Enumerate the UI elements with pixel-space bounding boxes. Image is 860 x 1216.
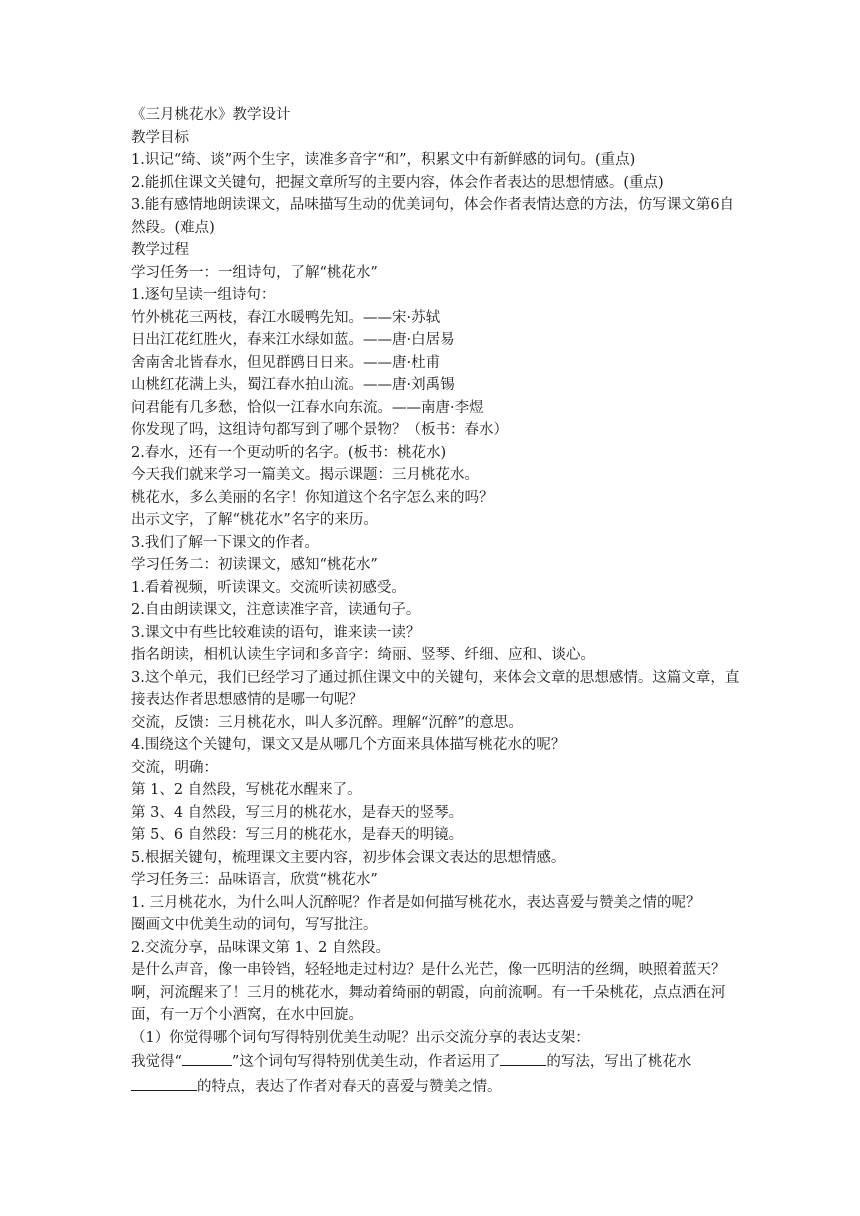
goal-item: 3.能有感情地朗读课文，品味描写生动的优美词句，体会作者表情达意的方法，仿写课文第6自然段。(难点) xyxy=(131,197,735,236)
text-line: 5.根据关键句，梳理课文主要内容，初步体会课文表达的思想情感。 xyxy=(131,849,566,866)
task2-heading: 学习任务二：初读课文，感知“桃花水” xyxy=(131,557,378,573)
text-line: 第 3、4 自然段，写三月的桃花水，是春天的竖琴。 xyxy=(131,804,464,821)
goals-heading: 教学目标 xyxy=(131,129,189,146)
text-line: 交流，反馈：三月桃花水，叫人多沉醉。理解“沉醉”的意思。 xyxy=(131,714,523,731)
frame-text: 我觉得“ xyxy=(131,1054,182,1070)
quoted-passage: 是什么声音，像一串铃铛，轻轻地走过村边？是什么光芒，像一匹明洁的丝绸，映照着蓝天？啊，河流醒来了！三月的桃花水，舞动着绮丽的朝霞，向前流啊。有一千朵桃花，点点洒在河面，有一万个小酒窝，在水中回旋。 xyxy=(131,962,726,1023)
fill-blank xyxy=(131,1074,197,1091)
frame-text: 的写法，写出了桃花水 xyxy=(546,1054,692,1070)
text-line: 第 5、6 自然段：写三月的桃花水，是春天的明镜。 xyxy=(131,827,464,843)
text-line: 2.自由朗读课文，注意读准字音，读通句子。 xyxy=(131,602,421,618)
document-body xyxy=(131,104,741,1098)
task1-heading: 学习任务一：一组诗句，了解“桃花水” xyxy=(131,264,378,281)
text-line: 3.我们了解一下课文的作者。 xyxy=(131,534,319,551)
text-line: 1.看着视频，听读课文。交流听读初感受。 xyxy=(131,579,406,596)
text-line: 指名朗读，相机认读生字词和多音字：绮丽、竖琴、纤细、应和、谈心。 xyxy=(131,647,595,663)
text-line: 1. 三月桃花水，为什么叫人沉醉呢？作者是如何描写桃花水，表达喜爱与赞美之情的呢？ xyxy=(131,894,701,911)
poem-line: 竹外桃花三两枝，春江水暖鸭先知。——宋·苏轼 xyxy=(131,309,441,326)
task3-heading: 学习任务三：品味语言，欣赏“桃花水” xyxy=(131,872,378,888)
text-line: 2.交流分享，品味课文第 1、2 自然段。 xyxy=(131,939,391,956)
text-line: 桃花水，多么美丽的名字！你知道这个名字怎么来的吗？ xyxy=(131,489,494,506)
frame-text: ”这个词句写得特别优美生动，作者运用了 xyxy=(231,1054,501,1070)
text-line: 2.春水，还有一个更动听的名字。(板书：桃花水) xyxy=(131,444,447,461)
poem-line: 日出江花红胜火，春来江水绿如蓝。——唐·白居易 xyxy=(131,332,455,348)
text-paragraph: 3.这个单元，我们已经学习了通过抓住课文中的关键句，来体会文章的思想感情。这篇文章，直接表达作者思想感情的是哪一句呢？ xyxy=(131,669,740,708)
text-line: 第 1、2 自然段，写桃花水醒来了。 xyxy=(131,782,362,798)
text-line: 出示文字，了解“桃花水”名字的来历。 xyxy=(131,512,378,528)
goal-item: 2.能抓住课文关键句，把握文章所写的主要内容，体会作者表达的思想情感。(重点) xyxy=(131,174,664,191)
text-line: 4.围绕这个关键句，课文又是从哪几个方面来具体描写桃花水的呢？ xyxy=(131,737,566,753)
doc-title: 《三月桃花水》教学设计 xyxy=(131,107,291,123)
text-line: （1）你觉得哪个词句写得特别优美生动呢？出示交流分享的表达支架： xyxy=(131,1029,590,1046)
fill-blank xyxy=(500,1049,546,1066)
poem-line: 舍南舍北皆春水，但见群鸥日日来。——唐·杜甫 xyxy=(131,354,441,371)
fill-blank xyxy=(182,1049,232,1066)
text-line: 圈画文中优美生动的词句，写写批注。 xyxy=(131,917,378,933)
goal-item: 1.识记“绮、谈”两个生字，读准多音字“和”，积累文中有新鲜感的词句。(重点) xyxy=(131,152,636,168)
text-line: 3.课文中有些比较难读的语句，谁来读一读？ xyxy=(131,624,421,641)
text-line: 1.逐句呈读一组诗句： xyxy=(131,287,276,303)
text-line: 你发现了吗，这组诗句都写到了哪个景物？（板书：春水） xyxy=(131,422,508,438)
poem-line: 山桃红花满上头，蜀江春水拍山流。——唐·刘禹锡 xyxy=(131,377,455,393)
frame-text: 的特点，表达了作者对春天的喜爱与赞美之情。 xyxy=(197,1078,502,1095)
process-heading: 教学过程 xyxy=(131,242,189,258)
text-line: 交流，明确： xyxy=(131,759,218,776)
text-line: 今天我们就来学习一篇美文。揭示课题：三月桃花水。 xyxy=(131,467,479,483)
expression-frame xyxy=(131,1049,741,1098)
poem-line: 问君能有几多愁，恰似一江春水向东流。——南唐·李煜 xyxy=(131,399,484,416)
